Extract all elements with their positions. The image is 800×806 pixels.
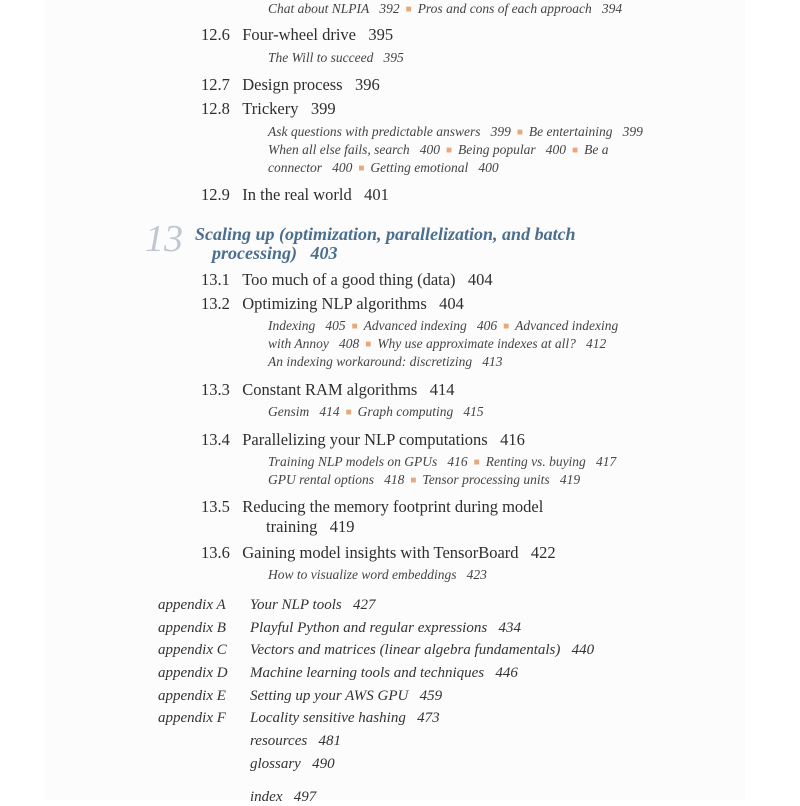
bullet-icon: ■ (445, 145, 453, 156)
chapter-title[interactable] (195, 225, 576, 263)
toc-subentry-line (268, 472, 580, 488)
appendix-title: Vectors and matrices (linear algebra fundamentals) (250, 642, 561, 658)
section-number: 12.8 (201, 99, 230, 118)
appendix-title: Setting up your AWS GPU (250, 688, 409, 704)
toc-appendix-a[interactable] (158, 597, 375, 614)
subentry-title: Chat about NLPIA (268, 1, 370, 16)
bullet-icon: ■ (351, 321, 358, 332)
section-title: Constant RAM algorithms (242, 380, 418, 399)
subentry-page: 408 (339, 336, 360, 351)
appendix-title: Locality sensitive hashing (250, 710, 406, 726)
section-page: 404 (467, 270, 493, 289)
section-page: 414 (429, 380, 455, 399)
toc-subentry-line (268, 50, 404, 66)
section-page: 422 (530, 543, 556, 562)
bullet-icon: ■ (365, 339, 372, 350)
toc-subentry-line (268, 318, 618, 334)
appendix-label: appendix D (158, 665, 228, 681)
appendix-title: Machine learning tools and techniques (250, 665, 485, 681)
appendix-title: Playful Python and regular expressions (250, 620, 488, 636)
subentry-title: Being popular (458, 142, 536, 157)
bullet-icon: ■ (410, 475, 417, 486)
section-number: 12.7 (201, 75, 230, 94)
appendix-label: appendix C (158, 642, 227, 658)
backmatter-title: index (250, 789, 283, 805)
appendix-label: appendix E (158, 688, 226, 704)
section-number: 13.3 (201, 380, 230, 399)
section-title: Gaining model insights with TensorBoard (242, 543, 519, 562)
toc-appendix-e[interactable] (158, 688, 442, 705)
toc-subentry-line (268, 354, 502, 370)
subentry-title: Renting vs. buying (485, 454, 586, 469)
toc-subentry-line (268, 567, 487, 583)
subentry-page: 418 (384, 472, 405, 487)
appendix-page: 440 (571, 642, 595, 658)
section-title: Design process (242, 75, 343, 94)
subentry-title: GPU rental options (268, 472, 374, 487)
toc-appendix-b[interactable] (158, 620, 521, 637)
section-number: 13.1 (201, 270, 230, 289)
subentry-title: Why use approximate indexes at all? (377, 336, 576, 351)
chapter-title-line2: processing) (212, 243, 297, 263)
toc-appendix-f[interactable] (158, 710, 440, 727)
subentry-title: Getting emotional (370, 160, 469, 175)
subentry-title: Advanced indexing (363, 318, 467, 333)
subentry-page: 406 (476, 318, 498, 333)
subentry-page: 400 (478, 160, 499, 175)
subentry-page: 394 (601, 1, 623, 16)
subentry-title: Training NLP models on GPUs (268, 454, 438, 469)
toc-section-12-8[interactable] (201, 99, 336, 119)
toc-subentry-line (268, 124, 643, 140)
subentry-title: Be a (584, 142, 609, 157)
toc-section-12-9[interactable] (201, 185, 389, 205)
toc-subentry-line (268, 336, 606, 352)
subentry-page: 423 (466, 567, 487, 582)
subentry-page: 413 (482, 354, 503, 369)
section-title: Reducing the memory footprint during model (242, 497, 544, 516)
section-title: Too much of a good thing (data) (242, 270, 456, 289)
chapter-number: 13 (145, 218, 183, 260)
appendix-page: 446 (495, 665, 518, 681)
appendix-label: appendix A (158, 597, 226, 613)
subentry-page: 416 (447, 454, 468, 469)
section-page: 416 (500, 430, 525, 449)
toc-index[interactable] (250, 789, 316, 806)
appendix-page: 427 (352, 597, 376, 613)
toc-section-13-5[interactable] (201, 497, 543, 517)
appendix-label: appendix F (158, 710, 226, 726)
section-page: 399 (310, 99, 336, 118)
toc-section-12-7[interactable] (201, 75, 380, 95)
section-page: 419 (329, 517, 355, 536)
bullet-icon: ■ (473, 457, 480, 468)
subentry-title: Pros and cons of each approach (417, 1, 592, 16)
section-page: 401 (364, 185, 389, 204)
toc-section-13-1[interactable] (201, 270, 493, 290)
subentry-title: The Will to succeed (268, 50, 374, 65)
section-number: 12.9 (201, 185, 230, 204)
bullet-icon: ■ (516, 127, 523, 138)
bullet-icon: ■ (345, 407, 352, 418)
section-title: Trickery (242, 99, 299, 118)
toc-appendix-d[interactable] (158, 665, 518, 682)
subentry-page: 395 (383, 50, 404, 65)
subentry-page: 414 (319, 404, 340, 419)
subentry-title: connector (268, 160, 322, 175)
toc-subentry-line (268, 160, 499, 176)
section-number: 13.2 (201, 294, 230, 313)
section-page: 404 (439, 294, 464, 313)
appendix-page: 473 (417, 710, 440, 726)
subentry-page: 400 (545, 142, 567, 157)
toc-appendix-c[interactable] (158, 642, 594, 659)
toc-section-13-3[interactable] (201, 380, 454, 400)
subentry-title: Ask questions with predictable answers (268, 124, 481, 139)
bullet-icon: ■ (572, 145, 579, 156)
subentry-page: 399 (490, 124, 511, 139)
backmatter-page: 490 (312, 756, 335, 772)
section-title: In the real world (242, 185, 352, 204)
appendix-page: 434 (498, 620, 521, 636)
bullet-icon: ■ (503, 321, 510, 332)
subentry-page: 400 (332, 160, 353, 175)
toc-section-13-5-cont (266, 517, 354, 537)
backmatter-page: 497 (293, 789, 317, 805)
toc-section-13-2[interactable] (201, 294, 464, 314)
section-title: training (266, 517, 318, 536)
toc-subentry-line (268, 404, 484, 420)
subentry-title: Graph computing (357, 404, 454, 419)
chapter-title-line1: Scaling up (optimization, parallelization, and batch (195, 224, 576, 244)
subentry-title: Indexing (268, 318, 316, 333)
section-title: Parallelizing your NLP computations (242, 430, 488, 449)
section-title: Four-wheel drive (242, 25, 357, 44)
bullet-icon: ■ (358, 163, 365, 174)
section-page: 396 (354, 75, 380, 94)
appendix-page: 459 (419, 688, 443, 704)
toc-section-12-6[interactable] (201, 25, 393, 45)
toc-subentry-line (268, 1, 622, 17)
subentry-page: 412 (586, 336, 607, 351)
subentry-title: Gensim (268, 404, 310, 419)
subentry-title: with Annoy (268, 336, 329, 351)
subentry-title: How to visualize word embeddings (268, 567, 457, 582)
chapter-page: 403 (310, 243, 338, 263)
toc-subentry-line (268, 454, 616, 470)
section-number: 12.6 (201, 25, 230, 44)
subentry-page: 417 (595, 454, 617, 469)
section-number: 13.5 (201, 497, 230, 516)
subentry-page: 419 (559, 472, 581, 487)
subentry-page: 399 (622, 124, 643, 139)
section-number: 13.4 (201, 430, 230, 449)
backmatter-title: resources (250, 733, 308, 749)
toc-section-13-4[interactable] (201, 430, 525, 450)
subentry-title: Tensor processing units (422, 472, 550, 487)
section-page: 395 (368, 25, 394, 44)
subentry-title: Be entertaining (528, 124, 613, 139)
subentry-title: An indexing workaround: discretizing (268, 354, 473, 369)
subentry-page: 400 (419, 142, 440, 157)
appendix-label: appendix B (158, 620, 226, 636)
bullet-icon: ■ (405, 4, 412, 15)
subentry-title: Advanced indexing (515, 318, 619, 333)
toc-section-13-6[interactable] (201, 543, 556, 563)
section-title: Optimizing NLP algorithms (242, 294, 427, 313)
backmatter-title: glossary (250, 756, 301, 772)
subentry-page: 415 (463, 404, 484, 419)
toc-glossary[interactable] (250, 756, 335, 773)
subentry-page: 405 (325, 318, 346, 333)
section-number: 13.6 (201, 543, 230, 562)
toc-subentry-line (268, 142, 608, 158)
appendix-title: Your NLP tools (250, 597, 342, 613)
toc-resources[interactable] (250, 733, 341, 750)
backmatter-page: 481 (318, 733, 341, 749)
subentry-title: When all else fails, search (268, 142, 410, 157)
subentry-page: 392 (379, 1, 400, 16)
